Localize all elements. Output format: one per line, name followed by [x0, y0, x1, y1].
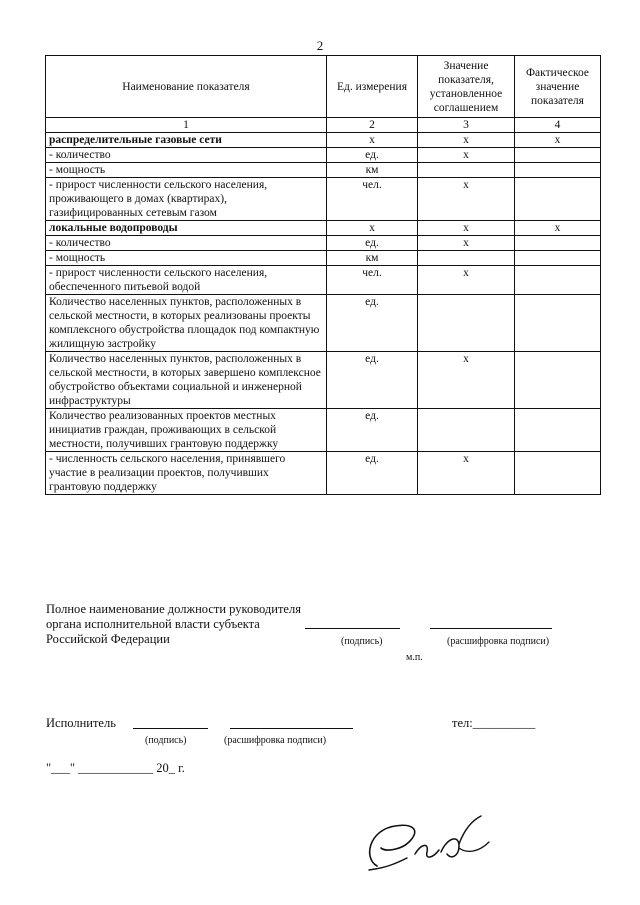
head-position-text	[46, 602, 301, 647]
handwritten-signature	[355, 808, 500, 878]
header-unit: Ед. измерения	[327, 56, 418, 118]
actual-value-cell	[515, 148, 601, 163]
unit-cell: х	[327, 221, 418, 236]
phone-field: тел:__________	[452, 716, 536, 730]
header-actual-value: Фактическое значение показателя	[515, 56, 601, 118]
actual-value-cell	[515, 178, 601, 221]
indicator-name-cell: - численность сельского населения, принявшего участие в реализации проектов, получивших грантовую поддержку	[46, 452, 327, 495]
unit-cell: ед.	[327, 452, 418, 495]
column-number: 3	[418, 118, 515, 133]
actual-value-cell	[515, 352, 601, 409]
indicator-name-cell: распределительные газовые сети	[46, 133, 327, 148]
executor-signature-line	[133, 728, 208, 729]
table-row	[46, 163, 601, 178]
table-row	[46, 251, 601, 266]
column-number: 1	[46, 118, 327, 133]
indicator-name-cell: - количество	[46, 236, 327, 251]
indicator-name-cell: - мощность	[46, 251, 327, 266]
column-number: 2	[327, 118, 418, 133]
plan-value-cell: х	[418, 352, 515, 409]
table-body	[46, 118, 601, 495]
actual-value-cell	[515, 409, 601, 452]
indicator-name-cell: - количество	[46, 148, 327, 163]
table-row	[46, 178, 601, 221]
unit-cell: км	[327, 163, 418, 178]
unit-cell: ед.	[327, 352, 418, 409]
header-plan-value: Значение показателя, установленное соглашением	[418, 56, 515, 118]
plan-value-cell: х	[418, 221, 515, 236]
actual-value-cell	[515, 251, 601, 266]
plan-value-cell	[418, 295, 515, 352]
date-line: "___" ____________ 20_ г.	[46, 761, 185, 775]
unit-cell: чел.	[327, 178, 418, 221]
table-row	[46, 148, 601, 163]
unit-cell: ед.	[327, 236, 418, 251]
executor-signature-caption: (подпись)	[145, 735, 187, 746]
indicator-name-cell: локальные водопроводы	[46, 221, 327, 236]
executor-label: Исполнитель	[46, 716, 116, 730]
table-row	[46, 236, 601, 251]
page-number: 2	[316, 38, 324, 53]
table-row	[46, 352, 601, 409]
unit-cell: х	[327, 133, 418, 148]
unit-cell: км	[327, 251, 418, 266]
indicator-name-cell: Количество населенных пунктов, расположенных в сельской местности, в которых реализованы проекты комплексного обустройства площадок под компактную жилищную застройку	[46, 295, 327, 352]
plan-value-cell: х	[418, 148, 515, 163]
actual-value-cell	[515, 295, 601, 352]
indicator-name-cell: - прирост численности сельского населения, обеспеченного питьевой водой	[46, 266, 327, 295]
indicator-name-cell: Количество реализованных проектов местных инициатив граждан, проживающих в сельской местности, получивших грантовую поддержку	[46, 409, 327, 452]
head-decryption-line	[430, 628, 552, 629]
table-row	[46, 295, 601, 352]
position-line: Полное наименование должности руководителя	[46, 602, 301, 616]
table-row	[46, 266, 601, 295]
executor-decryption-line	[230, 728, 353, 729]
plan-value-cell	[418, 251, 515, 266]
plan-value-cell: х	[418, 452, 515, 495]
executor-decryption-caption: (расшифровка подписи)	[224, 735, 327, 746]
plan-value-cell	[418, 409, 515, 452]
header-indicator-name: Наименование показателя	[46, 56, 327, 118]
actual-value-cell: х	[515, 221, 601, 236]
head-signature-line	[305, 628, 400, 629]
unit-cell: ед.	[327, 409, 418, 452]
indicator-name-cell: Количество населенных пунктов, расположенных в сельской местности, в которых завершено комплексное обустройство объектами социальной и инженерной инфраструктуры	[46, 352, 327, 409]
plan-value-cell: х	[418, 236, 515, 251]
head-signature-caption: (подпись)	[341, 636, 383, 647]
actual-value-cell: х	[515, 133, 601, 148]
unit-cell: ед.	[327, 295, 418, 352]
column-number: 4	[515, 118, 601, 133]
table-row	[46, 133, 601, 148]
plan-value-cell: х	[418, 178, 515, 221]
table-row	[46, 452, 601, 495]
indicator-name-cell: - прирост численности сельского населения, проживающего в домах (квартирах), газифицированных сетевым газом	[46, 178, 327, 221]
stamp-label: м.п.	[406, 652, 423, 663]
position-line: Российской Федерации	[46, 632, 170, 646]
table-row	[46, 221, 601, 236]
plan-value-cell: х	[418, 133, 515, 148]
actual-value-cell	[515, 452, 601, 495]
table-row	[46, 409, 601, 452]
actual-value-cell	[515, 163, 601, 178]
position-line: органа исполнительной власти субъекта	[46, 617, 260, 631]
plan-value-cell	[418, 163, 515, 178]
plan-value-cell: х	[418, 266, 515, 295]
head-decryption-caption: (расшифровка подписи)	[447, 636, 550, 647]
unit-cell: чел.	[327, 266, 418, 295]
column-number-row	[46, 118, 601, 133]
indicators-table	[45, 55, 601, 495]
indicator-name-cell: - мощность	[46, 163, 327, 178]
actual-value-cell	[515, 236, 601, 251]
actual-value-cell	[515, 266, 601, 295]
unit-cell: ед.	[327, 148, 418, 163]
